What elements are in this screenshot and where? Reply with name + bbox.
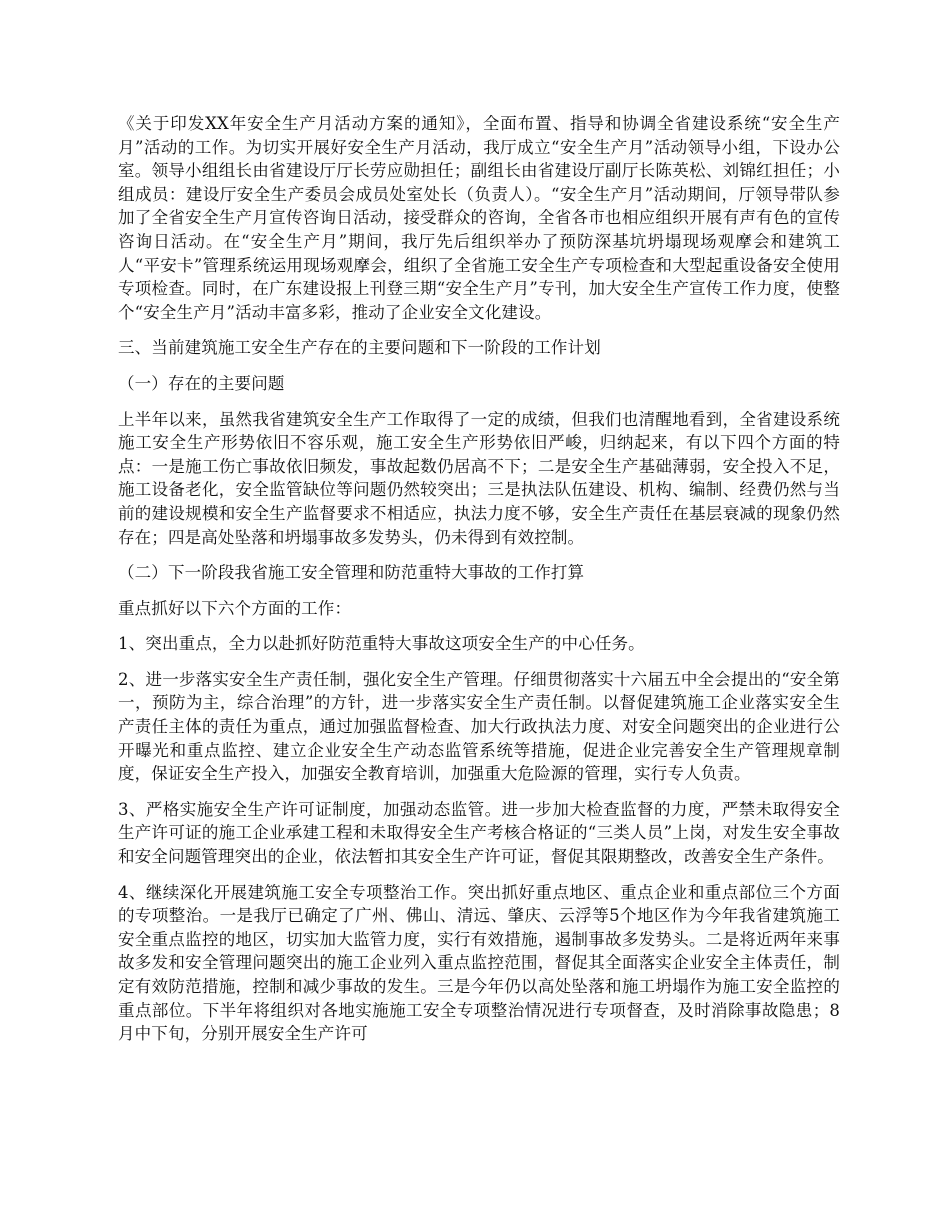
document-body	[118, 112, 840, 1058]
paragraph-safety-month-activities: 《关于印发XX年安全生产月活动方案的通知》，全面布置、指导和协调全省建设系统“安全生产月”活动的工作。为切实开展好安全生产月活动，我厅成立“安全生产月”活动领导小组，下设办公室。领导小组组长由省建设厅厅长劳应勋担任；副组长由省建设厅副厅长陈英松、刘锦红担任；小组成员：建设厅安全生产委员会成员处室处长（负责人）。“安全生产月”活动期间，厅领导带队参加了全省安全生产月宣传咨询日活动，接受群众的咨询，全省各市也相应组织开展有声有色的宣传咨询日活动。在“安全生产月”期间，我厅先后组织举办了预防深基坑坍塌现场观摩会和建筑工人“平安卡”管理系统运用现场观摩会，组织了全省施工安全生产专项检查和大型起重设备安全使用专项检查。同时，在广东建设报上刊登三期“安全生产月”专刊，加大安全生产宣传工作力度，使整个“安全生产月”活动丰富多彩，推动了企业安全文化建设。	[118, 114, 840, 322]
subsection-heading-1: （一）存在的主要问题	[118, 373, 285, 393]
paragraph-six-aspects-intro: 重点抓好以下六个方面的工作：	[118, 598, 352, 618]
section-heading-3: 三、当前建筑施工安全生产存在的主要问题和下一阶段的工作计划	[118, 338, 601, 358]
list-item-4: 4、继续深化开展建筑施工安全专项整治工作。突出抓好重点地区、重点企业和重点部位三个方面的专项整治。一是我厅已确定了广州、佛山、清远、肇庆、云浮等5个地区作为今年我省建筑施工安全重点监控的地区，切实加大监管力度，实行有效措施，遏制事故多发势头。二是将近两年来事故多发和安全管理问题突出的施工企业列入重点监控范围，督促其全面落实企业安全主体责任，制定有效防范措施，控制和减少事故的发生。三是今年仍以高处坠落和施工坍塌作为施工安全监控的重点部位。下半年将组织对各地实施施工安全专项整治情况进行专项督查，及时消除事故隐患；8月中下旬，分别开展安全生产许可	[118, 882, 840, 1044]
list-item-1: 1、突出重点，全力以赴抓好防范重特大事故这项安全生产的中心任务。	[118, 634, 645, 654]
list-item-3: 3、严格实施安全生产许可证制度，加强动态监管。进一步加大检查监督的力度，严禁未取得安全生产许可证的施工企业承建工程和未取得安全生产考核合格证的“三类人员”上岗，对发生安全事故和安全问题管理突出的企业，依法暂扣其安全生产许可证，督促其限期整改，改善安全生产条件。	[118, 799, 840, 867]
subsection-heading-2: （二）下一阶段我省施工安全管理和防范重特大事故的工作打算	[118, 563, 585, 583]
paragraph-main-problems: 上半年以来，虽然我省建筑安全生产工作取得了一定的成绩，但我们也清醒地看到，全省建设系统施工安全生产形势依旧不容乐观，施工安全生产形势依旧严峻，归纳起来，有以下四个方面的特点：一是施工伤亡事故依旧频发，事故起数仍居高不下；二是安全生产基础薄弱，安全投入不足，施工设备老化，安全监管缺位等问题仍然较突出；三是执法队伍建设、机构、编制、经费仍然与当前的建设规模和安全生产监督要求不相适应，执法力度不够，安全生产责任在基层衰减的现象仍然存在；四是高处坠落和坍塌事故多发势头，仍未得到有效控制。	[118, 409, 840, 547]
list-item-2: 2、进一步落实安全生产责任制，强化安全生产管理。仔细贯彻落实十六届五中全会提出的“安全第一，预防为主，综合治理”的方针，进一步落实安全生产责任制。以督促建筑施工企业落实安全生产责任主体的责任为重点，通过加强监督检查、加大行政执法力度、对安全问题突出的企业进行公开曝光和重点监控、建立企业安全生产动态监管系统等措施，促进企业完善安全生产管理规章制度，保证安全生产投入，加强安全教育培训，加强重大危险源的管理，实行专人负责。	[118, 669, 840, 784]
